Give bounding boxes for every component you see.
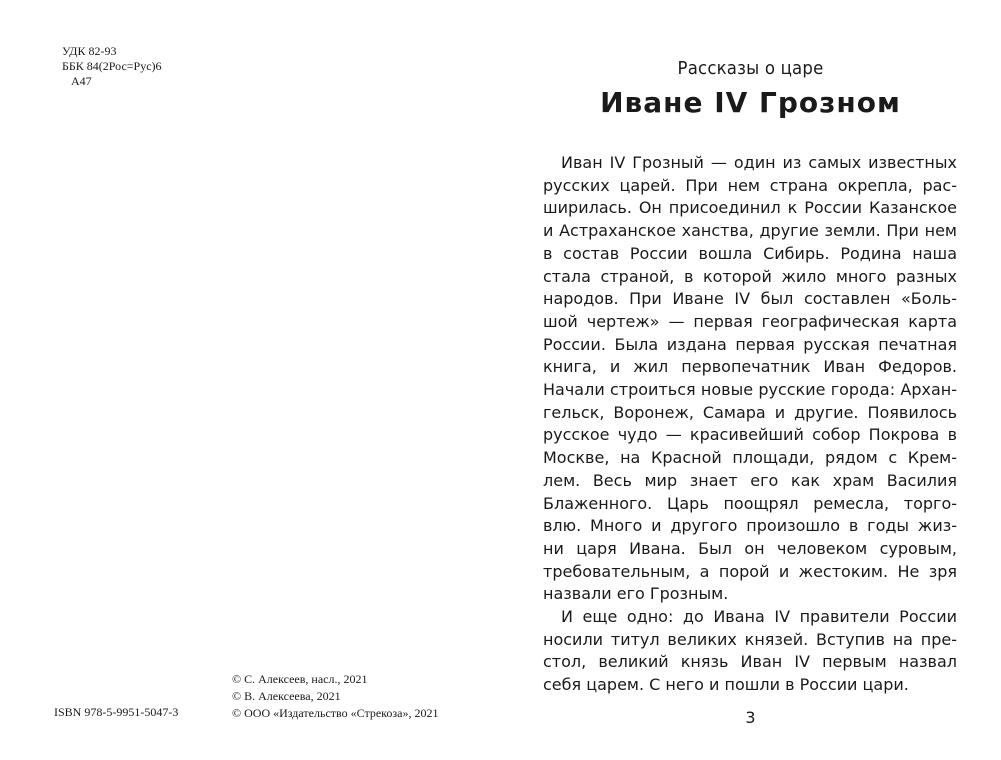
text-line: книга, и жил первопечатник Иван Федоров. — [543, 357, 957, 377]
page-number: 3 — [745, 708, 756, 727]
udk-code: УДК 82-93 — [62, 44, 117, 58]
text-line: назвали его Грозным. — [543, 584, 729, 604]
copyright-block — [232, 671, 438, 722]
text-line: Блаженного. Царь поощрял ремесла, торго- — [543, 493, 957, 513]
copyright-line: © ООО «Издательство «Стрекоза», 2021 — [232, 706, 439, 720]
text-line: лем. Весь мир знает его как храм Василия — [543, 470, 957, 490]
text-line: русских царей. При нем страна окрепла, рас- — [543, 175, 957, 195]
text-line: себя царем. С него и пошли в России цари. — [543, 675, 909, 695]
text-line: ширилась. Он присоединил к России Казанское — [543, 198, 957, 218]
text-line: и Астраханское ханства, другие земли. При нем — [543, 221, 957, 241]
body-text — [543, 152, 957, 697]
text-line: гельск, Воронеж, Самара и другие. Появилось — [543, 402, 957, 422]
text-line: И еще одно: до Ивана IV правители России — [561, 607, 957, 627]
text-line: шой чертеж» — первая географическая карта — [543, 311, 957, 331]
text-line: Москве, на Красной площади, рядом с Крем- — [543, 448, 957, 468]
text-line: в состав России вошла Сибирь. Родина наша — [543, 243, 957, 263]
text-line: ни царя Ивана. Был он человеком суровым, — [543, 538, 957, 558]
page-subtitle: Рассказы о царе — [677, 58, 824, 79]
text-line: Иван IV Грозный — один из самых известных — [561, 153, 957, 172]
text-line: русское чудо — красивейший собор Покрова в — [543, 425, 957, 445]
text-line: носили титул великих князей. Вступив на пре- — [543, 629, 957, 649]
author-code: А47 — [71, 74, 92, 88]
paragraph-2 — [543, 606, 957, 697]
right-page — [500, 0, 1001, 760]
text-line: Начали строиться новые русские города: Архан- — [543, 380, 957, 400]
copyright-line: © В. Алексеева, 2021 — [232, 689, 341, 703]
page-title: Иване IV Грозном — [600, 86, 901, 119]
paragraph-1 — [543, 152, 957, 606]
text-line: стала страной, в которой жило много разных — [543, 266, 957, 286]
isbn: ISBN 978-5-9951-5047-3 — [54, 705, 179, 719]
text-line: влю. Много и другого произошло в годы жиз- — [543, 516, 957, 536]
left-page — [0, 0, 500, 760]
text-line: России. Была издана первая русская печатная — [543, 334, 957, 354]
text-line: стол, великий князь Иван IV первым назвал — [543, 652, 957, 672]
copyright-line: © С. Алексеев, насл., 2021 — [232, 672, 368, 686]
text-line: требовательным, а порой и жестоким. Не зря — [543, 561, 957, 581]
text-line: народов. При Иване IV был составлен «Боль- — [543, 289, 957, 309]
bbk-code: ББК 84(2Рос=Рус)6 — [62, 59, 162, 73]
library-classification — [62, 44, 162, 89]
